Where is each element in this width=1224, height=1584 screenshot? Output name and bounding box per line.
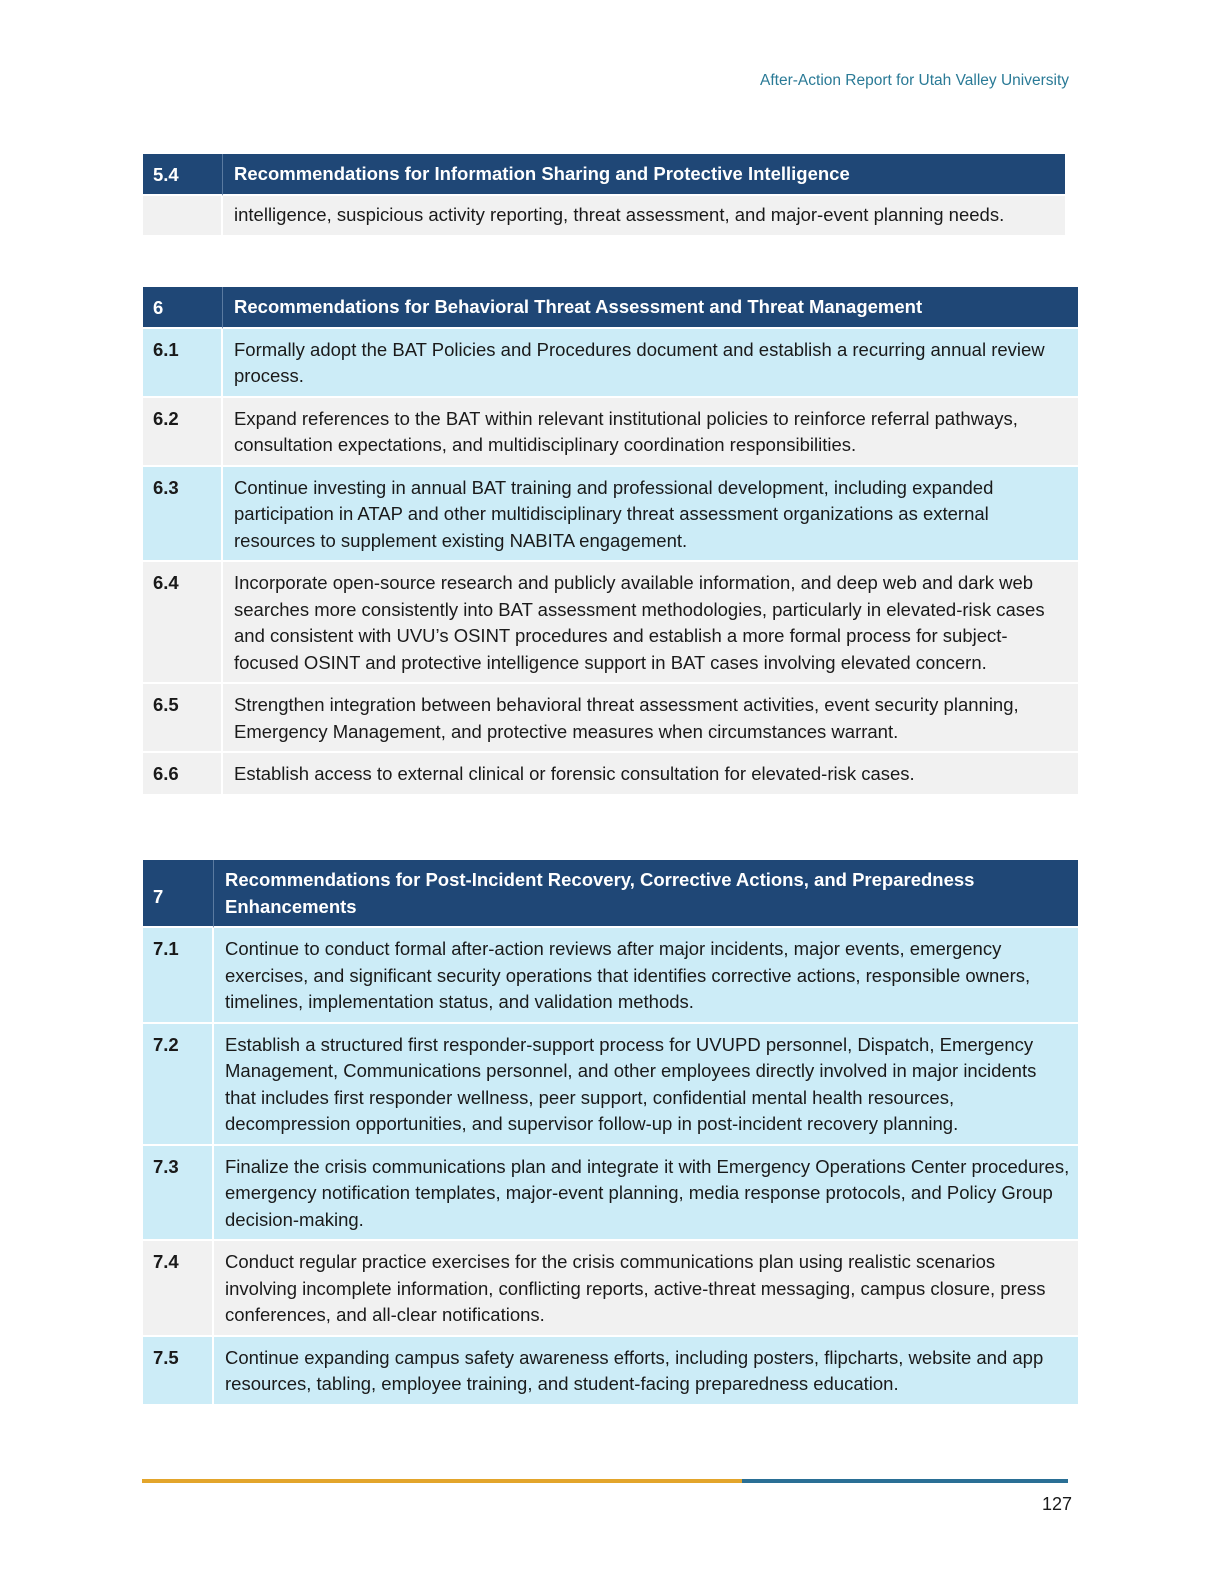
footer-rule-blue (742, 1479, 1068, 1483)
table-row (143, 1146, 1078, 1242)
section-number: 6 (143, 287, 223, 329)
row-text: Strengthen integration between behavioral threat assessment activities, event security planning, Emergency Management, and protective measures when circumstances warrant. (223, 684, 1078, 753)
page-number: 127 (1041, 1494, 1072, 1514)
table-row (143, 1241, 1078, 1337)
table-row (143, 467, 1078, 563)
table-row (143, 928, 1078, 1024)
table-row (143, 684, 1078, 753)
row-number: 7.5 (143, 1337, 214, 1406)
table-row (143, 1024, 1078, 1146)
table-row (143, 753, 1078, 796)
row-text: Continue investing in annual BAT training and professional development, including expanded participation in ATAP and other multidisciplinary threat assessment organizations as external resources to supplement existing NABITA engagement. (223, 467, 1078, 563)
recommendations-table-7 (143, 860, 1078, 1406)
row-number: 7.3 (143, 1146, 214, 1242)
table-row (143, 562, 1078, 684)
footer-rule-gold (142, 1479, 742, 1483)
table-row (143, 329, 1078, 398)
row-number: 7.1 (143, 928, 214, 1024)
section-title: Recommendations for Post-Incident Recovery, Corrective Actions, and Preparedness Enhancements (214, 860, 1078, 928)
running-header: After-Action Report for Utah Valley University (760, 72, 1069, 89)
table-header-row (143, 154, 1065, 196)
section-number: 7 (143, 860, 214, 928)
table-row (143, 398, 1078, 467)
row-number: 6.3 (143, 467, 223, 563)
row-number: 6.1 (143, 329, 223, 398)
row-text: Expand references to the BAT within relevant institutional policies to reinforce referral pathways, consultation expectations, and multidisciplinary coordination responsibilities. (223, 398, 1078, 467)
row-text: Finalize the crisis communications plan and integrate it with Emergency Operations Center procedures, emergency notification templates, major-event planning, media response protocols, and Policy Group decision-making. (214, 1146, 1078, 1242)
table-row (143, 1337, 1078, 1406)
row-number: 6.6 (143, 753, 223, 796)
row-text: Establish access to external clinical or forensic consultation for elevated-risk cases. (223, 753, 1078, 796)
table-row (143, 196, 1065, 238)
recommendations-table-6 (143, 287, 1078, 796)
row-text: intelligence, suspicious activity reporting, threat assessment, and major-event planning needs. (223, 196, 1065, 238)
row-number: 7.2 (143, 1024, 214, 1146)
row-number: 6.5 (143, 684, 223, 753)
row-text: Continue expanding campus safety awareness efforts, including posters, flipcharts, website and app resources, tabling, employee training, and student-facing preparedness education. (214, 1337, 1078, 1406)
section-title: Recommendations for Behavioral Threat Assessment and Threat Management (223, 287, 1078, 329)
row-number: 6.4 (143, 562, 223, 684)
recommendations-table-5-4 (143, 154, 1065, 237)
row-number: 7.4 (143, 1241, 214, 1337)
row-text: Establish a structured first responder-support process for UVUPD personnel, Dispatch, Emergency Management, Communications personnel, and other employees directly involved in major incidents that includes first responder wellness, peer support, confidential mental health resources, decompression opportunities, and supervisor follow-up in post-incident recovery planning. (214, 1024, 1078, 1146)
row-text: Continue to conduct formal after-action reviews after major incidents, major events, emergency exercises, and significant security operations that identifies corrective actions, responsible owners, timelines, implementation status, and validation methods. (214, 928, 1078, 1024)
row-number: 6.2 (143, 398, 223, 467)
table-header-row (143, 287, 1078, 329)
section-number: 5.4 (143, 154, 223, 196)
section-title: Recommendations for Information Sharing and Protective Intelligence (223, 154, 1065, 196)
row-text: Conduct regular practice exercises for the crisis communications plan using realistic scenarios involving incomplete information, conflicting reports, active-threat messaging, campus closure, press conferences, and all-clear notifications. (214, 1241, 1078, 1337)
row-text: Formally adopt the BAT Policies and Procedures document and establish a recurring annual review process. (223, 329, 1078, 398)
row-text: Incorporate open-source research and publicly available information, and deep web and dark web searches more consistently into BAT assessment methodologies, particularly in elevated-risk cases and consistent with UVU’s OSINT procedures and establish a more formal process for subject-focused OSINT and protective intelligence support in BAT cases involving elevated concern. (223, 562, 1078, 684)
row-number (143, 196, 223, 238)
table-header-row (143, 860, 1078, 928)
